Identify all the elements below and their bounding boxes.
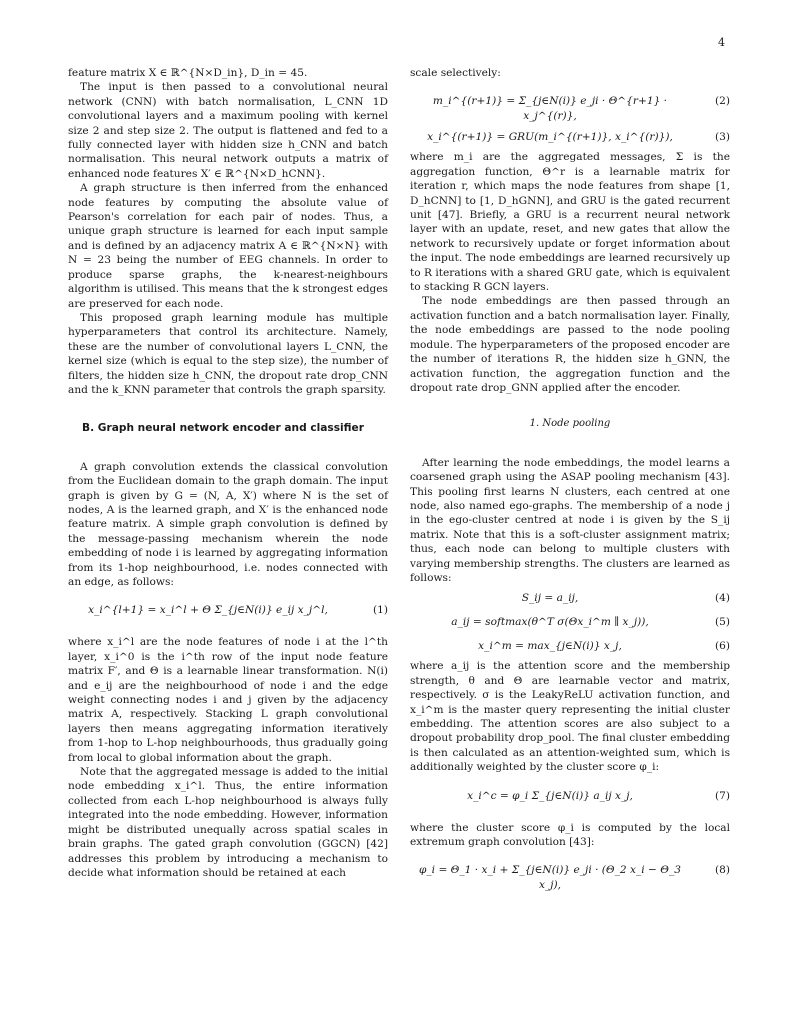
paragraph: A graph convolution extends the classical convolution from the Euclidean domain to the graph domain. The input graph is given by G = (N, A, X′) where N is the set of nodes, A is the learned graph, and X′ is the enhanced node feature matrix. A simple graph convolution is defined by the message-passing mechanism wherein the node embedding of node i is learned by aggregating information from its 1-hop neighbourhood, i.e. nodes connected with an edge, as follows:: [68, 460, 388, 588]
paragraph: After learning the node embeddings, the model learns a coarsened graph using the ASAP pooling mechanism [43]. This pooling first learns N clusters, each centred at one node, also named ego-graphs. The membership of a node j in the ego-cluster centred at node i is given by the S_ij matrix. Note that this is a soft-cluster assignment matrix; thus, each node can belong to multiple clusters with varying membership strengths. The clusters are learned as follows:: [410, 456, 730, 584]
equation-number: (4): [714, 592, 730, 605]
equation-2: [410, 86, 730, 120]
equation-6: [410, 635, 730, 657]
equation-body: a_ij = softmax(θ^T σ(Θx_i^m ∥ x_j)),: [451, 616, 649, 629]
right-column: [410, 66, 730, 895]
section-heading: B. Graph neural network encoder and classifier: [82, 422, 364, 435]
equation-body: x_i^m = max_{j∈N(i)} x_j,: [478, 640, 622, 653]
paragraph: where m_i are the aggregated messages, Σ is the aggregation function, Θ^r is a learnable matrix for iteration r, which maps the node features from shape [1, D_hCNN] to [1, D_hGNN], and GRU is the gated recurrent unit [47]. Briefly, a GRU is a recurrent neural network layer with an update, reset, and new gates that allow the network to recursively update or forget information about the input. The node embeddings are learned recursively up to R iterations with a shared GRU gate, which is equivalent to stacking R GCN layers.: [410, 151, 730, 294]
left-column: [68, 66, 388, 880]
equation-body: x_i^{(r+1)} = GRU(m_i^{(r+1)}, x_i^{(r)}),: [427, 131, 673, 144]
paragraph: The input is then passed to a convolutional neural network (CNN) with batch normalisation, L_CNN 1D convolutional layers and a maximum pooling with kernel size 2 and step size 2. The output is flattened and fed to a fully connected layer with hidden size h_CNN and batch normalisation. This neural network outputs a matrix of enhanced node features X′ ∈ ℝ^{N×D_hCNN}.: [68, 81, 388, 180]
subsection-heading: 1. Node pooling: [529, 418, 611, 430]
equation-body: m_i^{(r+1)} = Σ_{j∈N(i)} e_ji · Θ^{r+1} · x_j^{(r)},: [432, 95, 668, 122]
equation-1: [68, 595, 388, 629]
paragraph: scale selectively:: [410, 67, 501, 79]
equation-number: (3): [714, 131, 730, 144]
equation-number: (8): [714, 864, 730, 877]
equation-number: (7): [714, 789, 730, 802]
equation-body: φ_i = Θ_1 · x_i + Σ_{j∈N(i)} e_ji · (Θ_2 x_i − Θ_3 x_j),: [418, 864, 682, 891]
equation-body: x_i^c = φ_i Σ_{j∈N(i)} a_ij x_j,: [467, 789, 633, 802]
paragraph: where x_i^l are the node features of node i at the l^th layer, x_i^0 is the i^th row of the input node feature matrix F′, and Θ is a learnable linear transformation. N(i) and e_ij are the neighbourhood of node i and the edge weight connecting nodes i and j given by the adjacency matrix A, respectively. Stacking L graph convolutional layers then means aggregating information iteratively from 1-hop to L-hop neighbourhoods, thus gradually going from local to global information about the graph.: [68, 636, 388, 764]
paragraph: A graph structure is then inferred from the enhanced node features by computing the absolute value of Pearson's correlation for each pair of nodes. Thus, a unique graph structure is learned for each input sample and is defined by an adjacency matrix A ∈ ℝ^{N×N} with N = 23 being the number of EEG channels. In order to produce sparse graphs, the k-nearest-neighbours algorithm is utilised. This means that the k strongest edges are preserved for each node.: [68, 182, 388, 310]
equation-3: [410, 126, 730, 148]
equation-7: [410, 781, 730, 815]
equation-number: (5): [714, 616, 730, 629]
equation-5: [410, 611, 730, 633]
paragraph: The node embeddings are then passed through an activation function and a batch normalisation layer. Finally, the node embeddings are passed to the node pooling module. The hyperparameters of the proposed encoder are the number of iterations R, the hidden size h_GNN, the activation function, the aggregation function and the dropout rate drop_GNN applied after the encoder.: [410, 295, 730, 394]
equation-4: [410, 587, 730, 609]
equation-body: x_i^{l+1} = x_i^l + Θ Σ_{j∈N(i)} e_ij x_j^l,: [88, 604, 328, 617]
paragraph: where a_ij is the attention score and the membership strength, θ and Θ are learnable vector and matrix, respectively. σ is the LeakyReLU activation function, and x_i^m is the master query representing the initial cluster embedding. The attention scores are also subject to a dropout probability drop_pool. The final cluster embedding is then calculated as an attention-weighted sum, which is additionally weighted by the cluster score φ_i:: [410, 660, 730, 774]
paragraph: This proposed graph learning module has multiple hyperparameters that control its architecture. Namely, these are the number of convolutional layers L_CNN, the kernel size (which is equal to the step size), the number of filters, the hidden size h_CNN, the dropout rate drop_CNN and the k_KNN parameter that controls the graph sparsity.: [68, 311, 388, 396]
equation-number: (2): [714, 95, 730, 108]
equation-number: (1): [372, 604, 388, 617]
paragraph: feature matrix X ∈ ℝ^{N×D_in}, D_in = 45.: [68, 67, 308, 79]
paragraph: Note that the aggregated message is added to the initial node embedding x_i^l. Thus, the entire information collected from each L-hop neighbourhood is always fully integrated into the node embedding. However, information might be distributed unequally across spatial scales in brain graphs. The gated graph convolution (GGCN) [42] addresses this problem by introducing a mechanism to decide what information should be retained at each: [68, 766, 388, 879]
equation-8: [410, 855, 730, 889]
page-number: 4: [718, 36, 725, 49]
paragraph: where the cluster score φ_i is computed by the local extremum graph convolution [43]:: [410, 821, 730, 849]
equation-body: S_ij = a_ij,: [521, 592, 579, 605]
equation-number: (6): [714, 640, 730, 653]
